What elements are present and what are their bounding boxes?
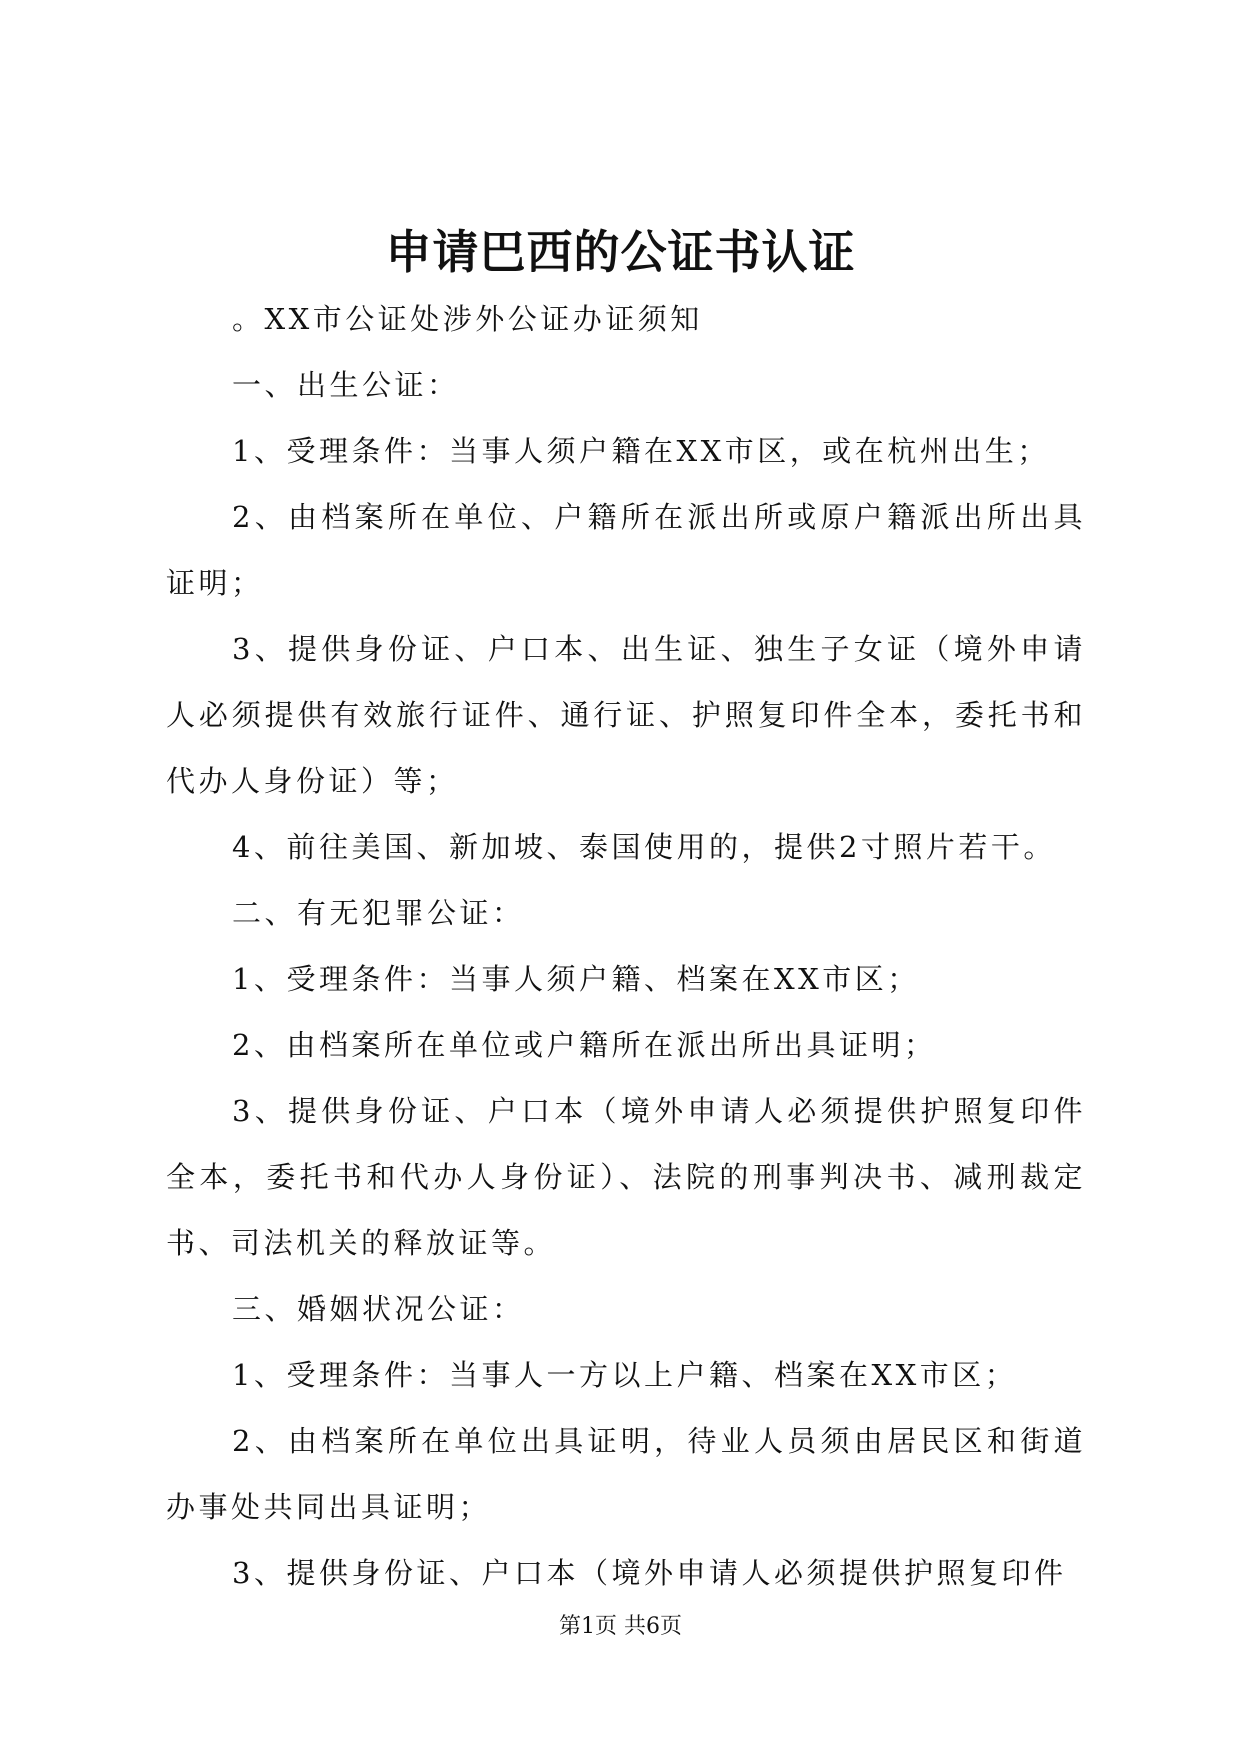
- paragraph: 2、由档案所在单位或户籍所在派出所出具证明；: [232, 1028, 937, 1062]
- paragraph: 2、由档案所在单位、户籍所在派出所或原户籍派出所出具证明；: [166, 500, 1086, 600]
- section-heading: 一、出生公证：: [232, 368, 460, 402]
- paragraph: 。XX市公证处涉外公证办证须知: [232, 302, 703, 336]
- page-footer: 第1页 共6页: [559, 1614, 682, 1639]
- document-title: 申请巴西的公证书认证: [385, 225, 856, 279]
- section-heading: 二、有无犯罪公证：: [232, 896, 525, 930]
- paragraph: 3、提供身份证、户口本、出生证、独生子女证（境外申请人必须提供有效旅行证件、通行证、护照复印件全本，委托书和代办人身份证）等；: [166, 632, 1086, 798]
- paragraph: 3、提供身份证、户口本（境外申请人必须提供护照复印件: [232, 1556, 1067, 1590]
- paragraph: 1、受理条件：当事人须户籍在XX市区，或在杭州出生；: [232, 434, 1050, 468]
- paragraph: 2、由档案所在单位出具证明，待业人员须由居民区和街道办事处共同出具证明；: [166, 1424, 1086, 1524]
- document-body: [166, 286, 1086, 1606]
- paragraph: 1、受理条件：当事人须户籍、档案在XX市区；: [232, 962, 920, 996]
- paragraph: 3、提供身份证、户口本（境外申请人必须提供护照复印件全本，委托书和代办人身份证）、法院的刑事判决书、减刑裁定书、司法机关的释放证等。: [166, 1094, 1086, 1260]
- paragraph: 4、前往美国、新加坡、泰国使用的，提供2寸照片若干。: [232, 830, 1056, 864]
- section-heading: 三、婚姻状况公证：: [232, 1292, 525, 1326]
- paragraph: 1、受理条件：当事人一方以上户籍、档案在XX市区；: [232, 1358, 1018, 1392]
